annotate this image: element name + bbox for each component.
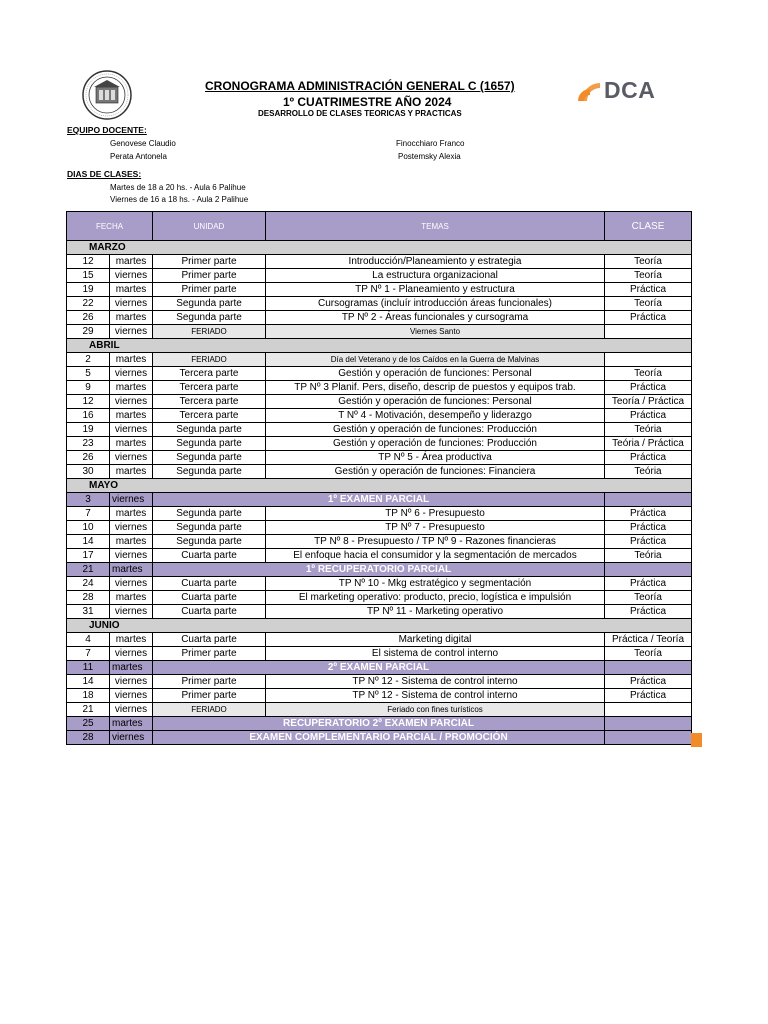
day-number: 29	[67, 325, 110, 339]
table-row	[67, 367, 692, 381]
dca-logo	[576, 77, 680, 103]
clase-cell: Teoría	[605, 647, 692, 661]
weekday: viernes	[110, 367, 153, 381]
clase-cell: Práctica	[605, 381, 692, 395]
month-label: JUNIO	[67, 619, 692, 633]
clase-cell	[605, 325, 692, 339]
day-number: 30	[67, 465, 110, 479]
exam-row	[67, 661, 692, 675]
clase-cell: Práctica	[605, 451, 692, 465]
topic-cell: Feriado con fines turísticos	[266, 703, 605, 717]
university-seal-icon	[82, 70, 132, 120]
clase-cell	[605, 353, 692, 367]
clase-cell: Práctica / Teoría	[605, 633, 692, 647]
class-schedule-line: Viernes de 16 a 18 hs. - Aula 2 Palihue	[110, 195, 249, 204]
weekday: viernes	[110, 731, 153, 745]
class-schedule-line: Martes de 18 a 20 hs. - Aula 6 Palihue	[110, 183, 246, 192]
clase-cell: Práctica	[605, 283, 692, 297]
unit-cell: Tercera parte	[153, 395, 266, 409]
clase-cell	[605, 563, 692, 577]
table-row	[67, 465, 692, 479]
clase-cell	[605, 661, 692, 675]
topic-cell: Gestión y operación de funciones: Financiera	[266, 465, 605, 479]
month-label: MAYO	[67, 479, 692, 493]
month-label: MARZO	[67, 241, 692, 255]
table-row	[67, 283, 692, 297]
day-number: 16	[67, 409, 110, 423]
unit-cell: Primer parte	[153, 269, 266, 283]
weekday: martes	[110, 381, 153, 395]
day-number: 11	[67, 661, 110, 675]
weekday: viernes	[110, 703, 153, 717]
clase-cell: Práctica	[605, 521, 692, 535]
teacher-name: Finocchiaro Franco	[396, 139, 465, 148]
topic-cell: Introducción/Planeamiento y estrategia	[266, 255, 605, 269]
page-subtitle-2: DESARROLLO DE CLASES TEORICAS Y PRACTICAS	[258, 109, 462, 118]
table-header-row	[67, 212, 692, 241]
unit-cell: Primer parte	[153, 255, 266, 269]
topic-cell: El enfoque hacia el consumidor y la segmentación de mercados	[266, 549, 605, 563]
header-temas: TEMAS	[266, 212, 605, 241]
header-fecha: FECHA	[67, 212, 153, 241]
weekday: martes	[110, 507, 153, 521]
clase-cell: Teória	[605, 423, 692, 437]
day-number: 12	[67, 395, 110, 409]
dca-logo-mark-icon	[576, 77, 604, 103]
table-row	[67, 507, 692, 521]
clase-cell	[605, 493, 692, 507]
unit-cell: Tercera parte	[153, 409, 266, 423]
clase-cell: Práctica	[605, 675, 692, 689]
teacher-name: Postemsky Alexia	[398, 152, 461, 161]
exam-row	[67, 563, 692, 577]
exam-row	[67, 717, 692, 731]
table-row	[67, 269, 692, 283]
topic-cell: TP Nº 11 - Marketing operativo	[266, 605, 605, 619]
topic-cell: Gestión y operación de funciones: Personal	[266, 395, 605, 409]
unit-cell: Primer parte	[153, 283, 266, 297]
day-number: 15	[67, 269, 110, 283]
unit-cell: Cuarta parte	[153, 549, 266, 563]
clase-cell: Teoría	[605, 255, 692, 269]
topic-cell: Gestión y operación de funciones: Personal	[266, 367, 605, 381]
schedule-table	[66, 211, 692, 745]
weekday: viernes	[110, 577, 153, 591]
topic-cell: TP Nº 7 - Presupuesto	[266, 521, 605, 535]
equipo-label: EQUIPO DOCENTE:	[67, 125, 147, 135]
day-number: 18	[67, 689, 110, 703]
unit-cell: FERIADO	[153, 703, 266, 717]
day-number: 14	[67, 535, 110, 549]
weekday: viernes	[110, 675, 153, 689]
topic-cell: Gestión y operación de funciones: Producción	[266, 437, 605, 451]
unit-cell: Primer parte	[153, 647, 266, 661]
exam-label: EXAMEN COMPLEMENTARIO PARCIAL / PROMOCIÓN	[153, 731, 605, 745]
unit-cell: FERIADO	[153, 353, 266, 367]
table-row	[67, 591, 692, 605]
dias-label: DIAS DE CLASES:	[67, 169, 142, 179]
day-number: 4	[67, 633, 110, 647]
table-row	[67, 521, 692, 535]
table-row	[67, 297, 692, 311]
weekday: martes	[110, 311, 153, 325]
table-row	[67, 381, 692, 395]
clase-cell: Teoría	[605, 297, 692, 311]
month-row	[67, 339, 692, 353]
dca-logo-text: DCA	[604, 77, 656, 103]
clase-cell: Teória	[605, 549, 692, 563]
clase-cell: Práctica	[605, 605, 692, 619]
table-row	[67, 451, 692, 465]
weekday: martes	[110, 535, 153, 549]
table-row	[67, 535, 692, 549]
clase-cell: Teoría	[605, 591, 692, 605]
clase-cell: Teoría	[605, 367, 692, 381]
weekday: martes	[110, 633, 153, 647]
table-row	[67, 633, 692, 647]
topic-cell: Marketing digital	[266, 633, 605, 647]
month-row	[67, 479, 692, 493]
unit-cell: Tercera parte	[153, 367, 266, 381]
weekday: viernes	[110, 493, 153, 507]
page-title: CRONOGRAMA ADMINISTRACIÓN GENERAL C (1657)	[205, 79, 515, 93]
clase-cell: Práctica	[605, 689, 692, 703]
weekday: martes	[110, 437, 153, 451]
day-number: 22	[67, 297, 110, 311]
topic-cell: Gestión y operación de funciones: Producción	[266, 423, 605, 437]
table-row	[67, 577, 692, 591]
unit-cell: Segunda parte	[153, 297, 266, 311]
header-unidad: UNIDAD	[153, 212, 266, 241]
clase-cell: Práctica	[605, 577, 692, 591]
topic-cell: Viernes Santo	[266, 325, 605, 339]
exam-row	[67, 731, 692, 745]
clase-cell: Práctica	[605, 535, 692, 549]
clase-cell: Teória	[605, 465, 692, 479]
exam-row	[67, 493, 692, 507]
day-number: 10	[67, 521, 110, 535]
topic-cell: TP Nº 8 - Presupuesto / TP Nº 9 - Razones financieras	[266, 535, 605, 549]
day-number: 21	[67, 563, 110, 577]
day-number: 24	[67, 577, 110, 591]
weekday: martes	[110, 353, 153, 367]
weekday: martes	[110, 717, 153, 731]
holiday-row	[67, 703, 692, 717]
unit-cell: Cuarta parte	[153, 633, 266, 647]
table-row	[67, 689, 692, 703]
day-number: 14	[67, 675, 110, 689]
unit-cell: Segunda parte	[153, 423, 266, 437]
day-number: 9	[67, 381, 110, 395]
unit-cell: Tercera parte	[153, 381, 266, 395]
weekday: martes	[110, 465, 153, 479]
clase-cell	[605, 717, 692, 731]
day-number: 26	[67, 311, 110, 325]
exam-label: 1º EXAMEN PARCIAL	[153, 493, 605, 507]
topic-cell: T Nº 4 - Motivación, desempeño y liderazgo	[266, 409, 605, 423]
weekday: viernes	[110, 689, 153, 703]
topic-cell: TP Nº 5 - Área productiva	[266, 451, 605, 465]
month-row	[67, 619, 692, 633]
exam-label: 1º RECUPERATORIO PARCIAL	[153, 563, 605, 577]
weekday: martes	[110, 283, 153, 297]
month-row	[67, 241, 692, 255]
table-row	[67, 549, 692, 563]
unit-cell: Primer parte	[153, 689, 266, 703]
weekday: viernes	[110, 451, 153, 465]
table-row	[67, 255, 692, 269]
clase-cell	[605, 703, 692, 717]
clase-cell	[605, 731, 692, 745]
teacher-name: Genovese Claudio	[110, 139, 176, 148]
topic-cell: TP Nº 12 - Sistema de control interno	[266, 675, 605, 689]
weekday: martes	[110, 409, 153, 423]
day-number: 17	[67, 549, 110, 563]
weekday: viernes	[110, 549, 153, 563]
weekday: viernes	[110, 423, 153, 437]
exam-label: 2º EXAMEN PARCIAL	[153, 661, 605, 675]
topic-cell: El sistema de control interno	[266, 647, 605, 661]
unit-cell: Segunda parte	[153, 465, 266, 479]
day-number: 3	[67, 493, 110, 507]
topic-cell: TP Nº 1 - Planeamiento y estructura	[266, 283, 605, 297]
day-number: 19	[67, 423, 110, 437]
table-row	[67, 605, 692, 619]
clase-cell: Práctica	[605, 507, 692, 521]
table-row	[67, 395, 692, 409]
weekday: viernes	[110, 521, 153, 535]
table-row	[67, 409, 692, 423]
unit-cell: FERIADO	[153, 325, 266, 339]
table-row	[67, 437, 692, 451]
clase-cell: Práctica	[605, 311, 692, 325]
day-number: 28	[67, 591, 110, 605]
day-number: 25	[67, 717, 110, 731]
unit-cell: Primer parte	[153, 675, 266, 689]
day-number: 28	[67, 731, 110, 745]
day-number: 7	[67, 647, 110, 661]
day-number: 12	[67, 255, 110, 269]
day-number: 26	[67, 451, 110, 465]
month-label: ABRIL	[67, 339, 692, 353]
topic-cell: TP Nº 3 Planif. Pers, diseño, descrip de puestos y equipos trab.	[266, 381, 605, 395]
day-number: 7	[67, 507, 110, 521]
table-row	[67, 675, 692, 689]
table-row	[67, 647, 692, 661]
page-subtitle: 1º CUATRIMESTRE AÑO 2024	[283, 95, 452, 109]
topic-cell: La estructura organizacional	[266, 269, 605, 283]
day-number: 2	[67, 353, 110, 367]
clase-cell: Teoría	[605, 269, 692, 283]
weekday: viernes	[110, 325, 153, 339]
unit-cell: Cuarta parte	[153, 605, 266, 619]
topic-cell: El marketing operativo: producto, precio, logística e impulsión	[266, 591, 605, 605]
day-number: 21	[67, 703, 110, 717]
clase-cell: Práctica	[605, 409, 692, 423]
topic-cell: TP Nº 2 - Áreas funcionales y cursograma	[266, 311, 605, 325]
weekday: martes	[110, 255, 153, 269]
weekday: viernes	[110, 647, 153, 661]
topic-cell: TP Nº 12 - Sistema de control interno	[266, 689, 605, 703]
orange-marker	[691, 733, 702, 747]
day-number: 23	[67, 437, 110, 451]
weekday: viernes	[110, 269, 153, 283]
weekday: martes	[110, 563, 153, 577]
unit-cell: Cuarta parte	[153, 591, 266, 605]
table-row	[67, 311, 692, 325]
unit-cell: Segunda parte	[153, 437, 266, 451]
unit-cell: Segunda parte	[153, 521, 266, 535]
weekday: viernes	[110, 605, 153, 619]
holiday-row	[67, 325, 692, 339]
unit-cell: Segunda parte	[153, 311, 266, 325]
weekday: viernes	[110, 395, 153, 409]
unit-cell: Cuarta parte	[153, 577, 266, 591]
unit-cell: Segunda parte	[153, 535, 266, 549]
unit-cell: Segunda parte	[153, 451, 266, 465]
clase-cell: Teoría / Práctica	[605, 395, 692, 409]
unit-cell: Segunda parte	[153, 507, 266, 521]
day-number: 19	[67, 283, 110, 297]
topic-cell: Cursogramas (incluír introducción áreas funcionales)	[266, 297, 605, 311]
table-row	[67, 423, 692, 437]
weekday: viernes	[110, 297, 153, 311]
teacher-name: Perata Antonela	[110, 152, 167, 161]
weekday: martes	[110, 591, 153, 605]
topic-cell: TP Nº 10 - Mkg estratégico y segmentación	[266, 577, 605, 591]
header-clase: CLASE	[605, 212, 692, 241]
day-number: 31	[67, 605, 110, 619]
weekday: martes	[110, 661, 153, 675]
day-number: 5	[67, 367, 110, 381]
clase-cell: Teória / Práctica	[605, 437, 692, 451]
topic-cell: TP Nº 6 - Presupuesto	[266, 507, 605, 521]
holiday-row	[67, 353, 692, 367]
topic-cell: Día del Veterano y de los Caídos en la Guerra de Malvinas	[266, 353, 605, 367]
exam-label: RECUPERATORIO 2º EXAMEN PARCIAL	[153, 717, 605, 731]
